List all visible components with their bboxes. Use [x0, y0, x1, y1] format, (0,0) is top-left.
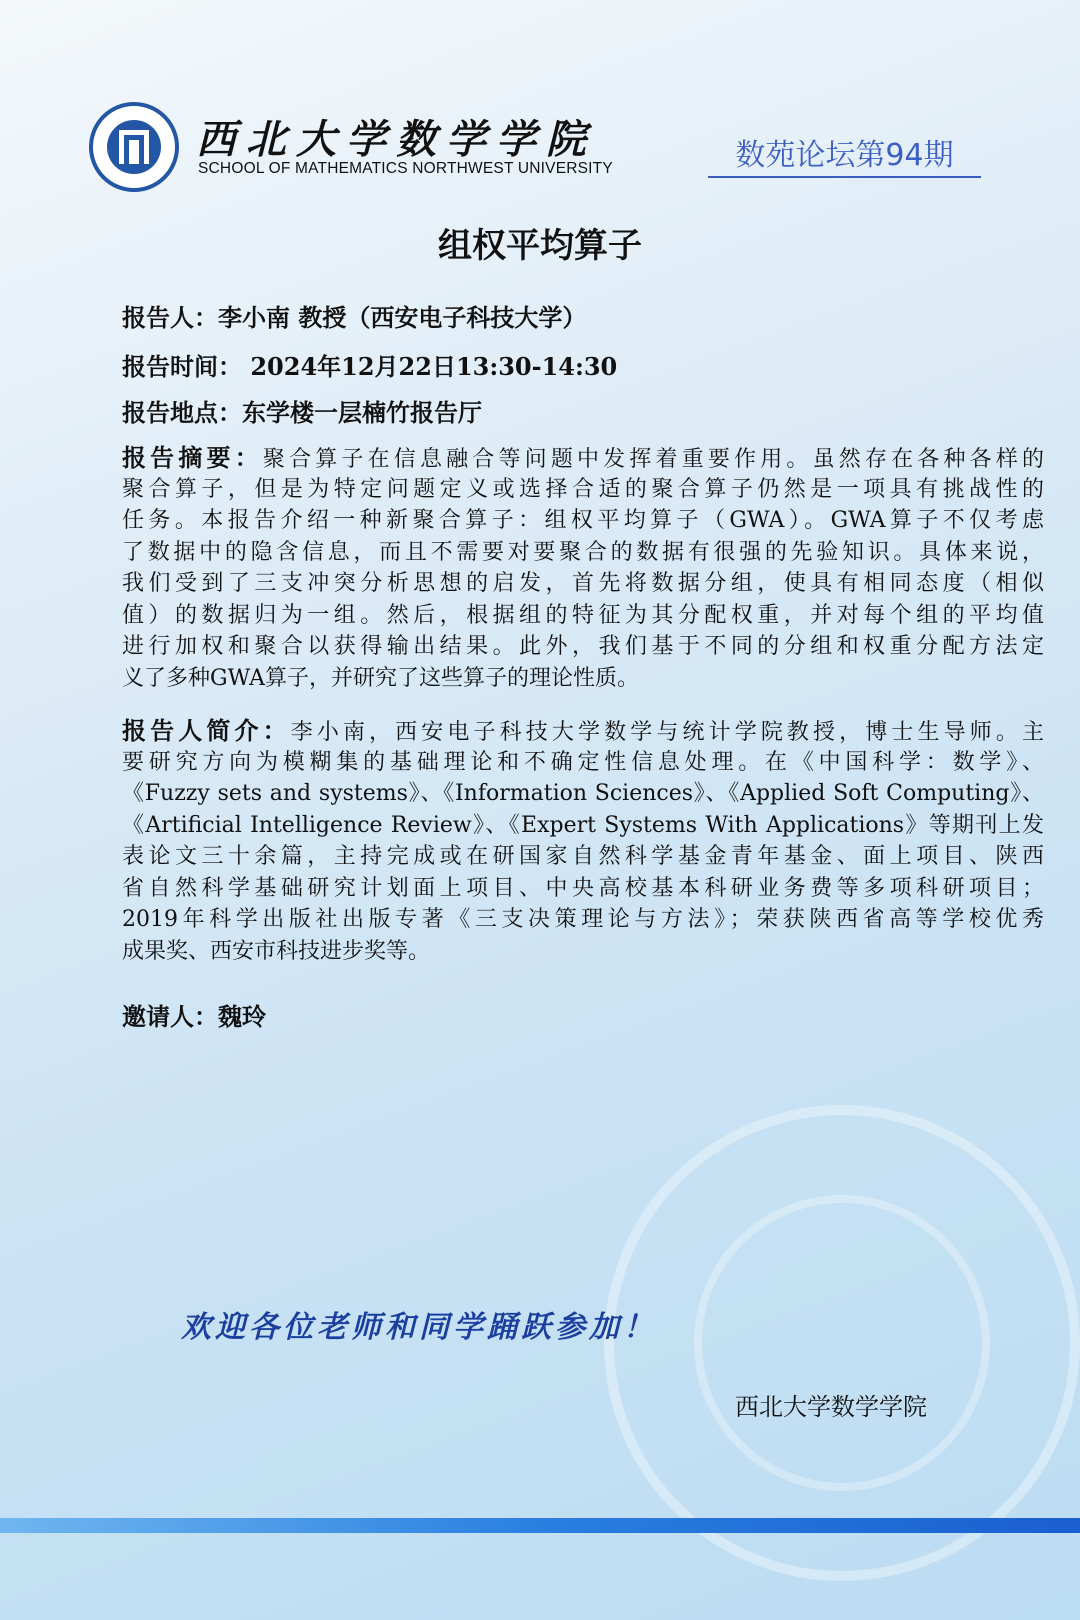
bio-line: [122, 936, 1044, 968]
bio-text: 《Fuzzy sets and systems》、《Information Sciences》、《Applied Soft Computing》、: [122, 781, 1044, 806]
welcome-message: 欢迎各位老师和同学踊跃参加！: [181, 1310, 657, 1345]
bio-label: 报告人简介：: [122, 716, 291, 745]
bio-text: 省自然科学基础研究计划面上项目、中央高校基本科研业务费等多项科研项目；: [122, 875, 1044, 901]
bio-text: 表论文三十余篇，主持完成或在研国家自然科学基金青年基金、面上项目、陕西: [122, 844, 1044, 869]
watermark-seal: [604, 1105, 1080, 1581]
abstract-line: [122, 442, 1044, 474]
talk-title: 组权平均算子: [438, 226, 642, 266]
bio-line: [122, 778, 1044, 810]
bio-line: [122, 873, 1044, 905]
abstract-text: 进行加权和聚合以获得输出结果。此外，我们基于不同的分组和权重分配方法定: [122, 634, 1044, 659]
abstract-line: [122, 600, 1044, 632]
abstract-line: [122, 631, 1044, 663]
bio-line: [122, 841, 1044, 873]
bio-text: 李小南，西安电子科技大学数学与统计学院教授，博士生导师。主: [290, 720, 1044, 745]
abstract-text: 义了多种GWA算子，并研究了这些算子的理论性质。: [122, 665, 639, 691]
abstract-label: 报告摘要：: [122, 443, 263, 472]
abstract-line: [122, 568, 1044, 600]
bottom-bar: [0, 1518, 1080, 1533]
university-logo: [89, 102, 179, 192]
abstract-text: 值）的数据归为一组。然后，根据组的特征为其分配权重，并对每个组的平均值: [122, 602, 1044, 628]
place-line: 报告地点：东学楼一层楠竹报告厅: [122, 398, 482, 427]
bio-text: 要研究方向为模糊集的基础理论和不确定性信息处理。在《中国科学：数学》、: [122, 749, 1044, 775]
abstract-text: 聚合算子，但是为特定问题定义或选择合适的聚合算子仍然是一项具有挑战性的: [122, 476, 1044, 502]
bio-line: [122, 715, 1044, 747]
bio-section: [122, 715, 1044, 967]
speaker-line: 报告人：李小南 教授（西安电子科技大学）: [122, 303, 587, 332]
bio-text: 《Artificial Intelligence Review》、《Expert Systems With Applications》等期刊上发: [122, 812, 1044, 838]
bio-text: 2019年科学出版社出版专著《三支决策理论与方法》；荣获陕西省高等学校优秀: [122, 907, 1044, 932]
abstract-text: 我们受到了三支冲突分析思想的启发，首先将数据分组，使具有相同态度（相似: [122, 571, 1044, 596]
abstract-section: [122, 442, 1044, 694]
abstract-line: [122, 505, 1044, 537]
bio-line: [122, 747, 1044, 779]
abstract-text: 任务。本报告介绍一种新聚合算子：组权平均算子（GWA）。GWA算子不仅考虑: [122, 508, 1044, 533]
time-line: 报告时间： 2024年12月22日13:30-14:30: [122, 352, 618, 381]
inviter: 邀请人：魏玲: [122, 1002, 266, 1031]
abstract-line: [122, 537, 1044, 569]
abstract-line: [122, 474, 1044, 506]
signature: 西北大学数学学院: [735, 1393, 927, 1421]
bio-text: 成果奖、西安市科技进步奖等。: [122, 938, 431, 964]
bio-line: [122, 904, 1044, 936]
forum-issue: 数苑论坛第94期: [708, 130, 981, 178]
abstract-text: 聚合算子在信息融合等问题中发挥着重要作用。虽然存在各种各样的: [262, 447, 1044, 472]
bio-line: [122, 810, 1044, 842]
school-name-en: SCHOOL OF MATHEMATICS NORTHWEST UNIVERSITY: [198, 160, 613, 177]
abstract-text: 了数据中的隐含信息，而且不需要对要聚合的数据有很强的先验知识。具体来说，: [122, 539, 1044, 565]
abstract-line: [122, 663, 1044, 695]
school-name-cn: 西北大学数学学院: [196, 116, 596, 163]
